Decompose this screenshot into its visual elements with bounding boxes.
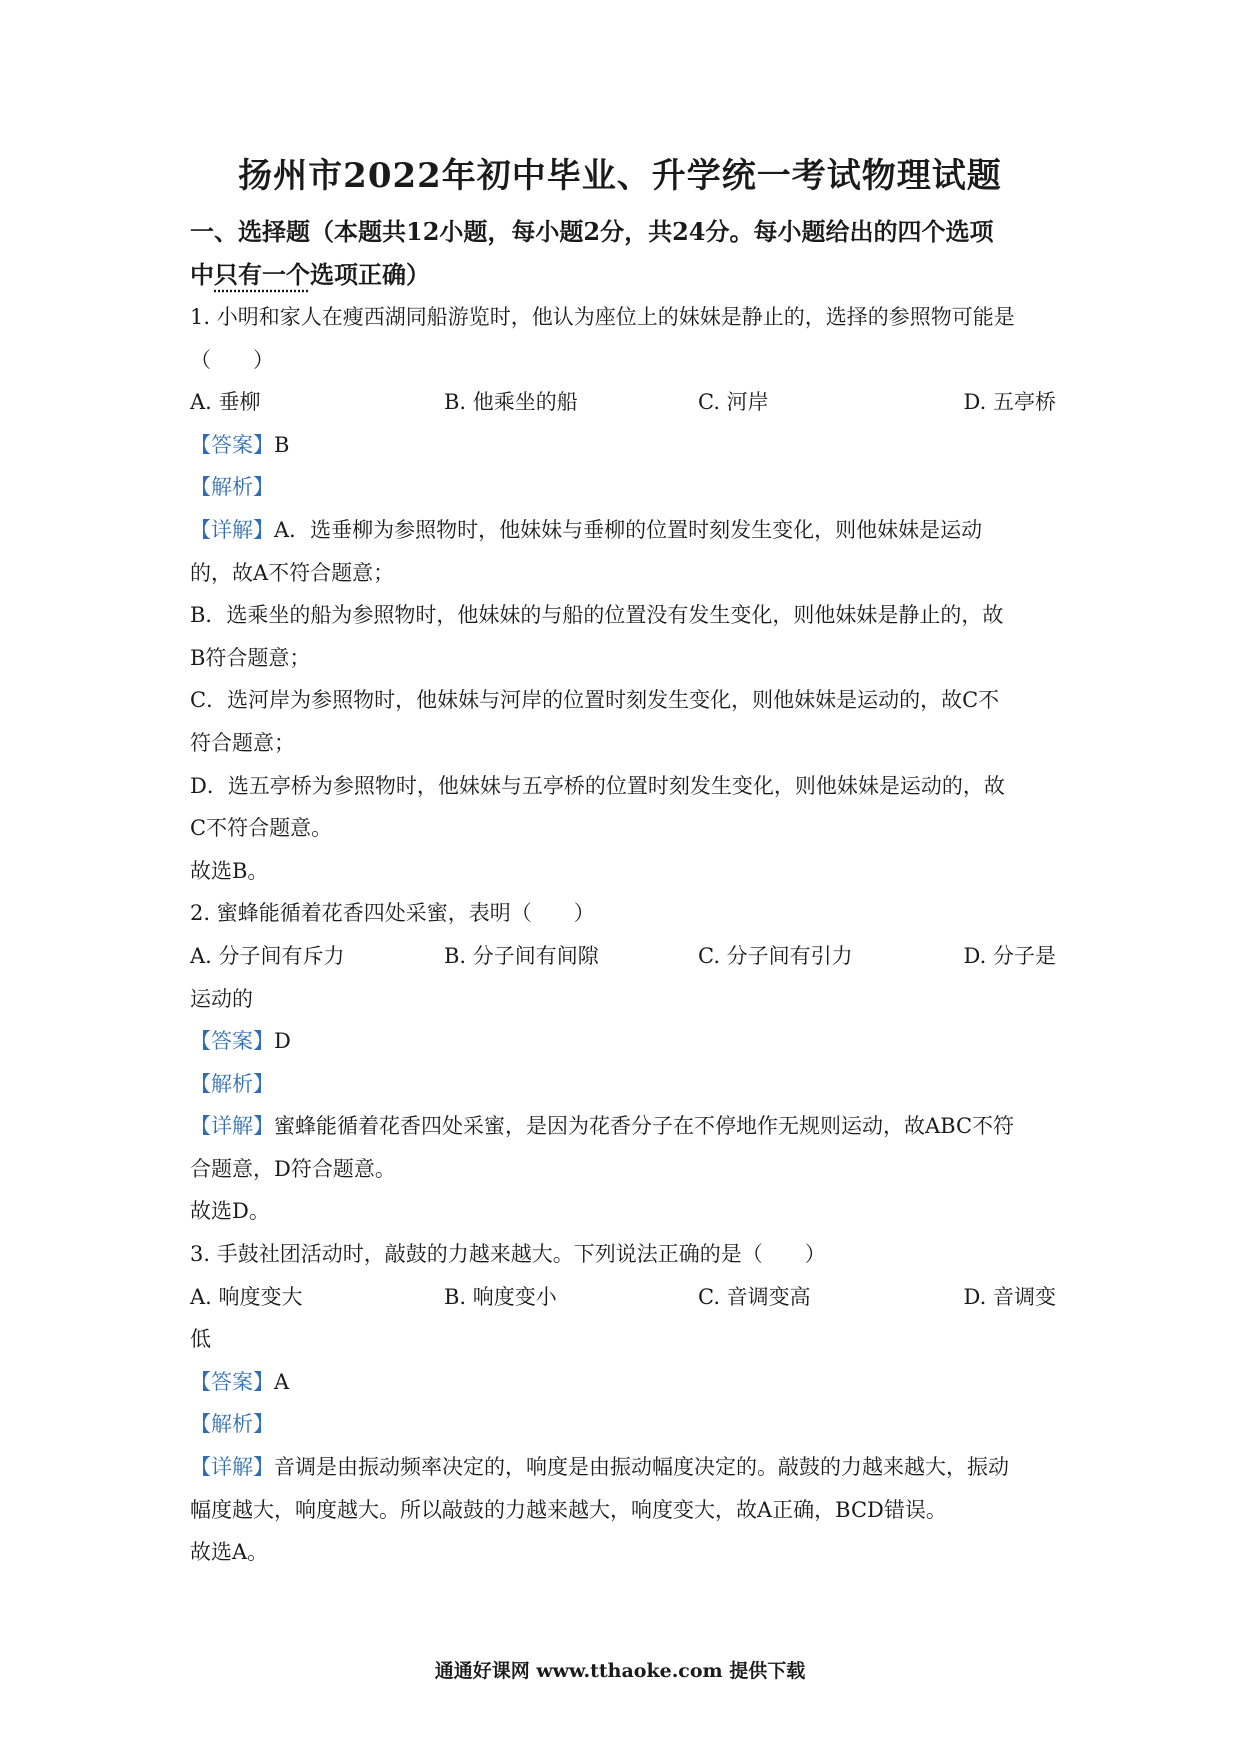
option-a: A. 垂柳	[190, 390, 261, 415]
detail-line: 幅度越大，响度越大。所以敲鼓的力越来越大，响度变大，故A正确，BCD错误。	[190, 1497, 947, 1522]
conclusion: 故选A。	[190, 1540, 269, 1565]
section-heading-text: 选项正确）	[310, 260, 430, 289]
detail-line: D．选五亭桥为参照物时，他妹妹与五亭桥的位置时刻发生变化，则他妹妹是运动的，故	[190, 773, 1005, 798]
detail-line: C．选河岸为参照物时，他妹妹与河岸的位置时刻发生变化，则他妹妹是运动的，故C不	[190, 688, 1000, 713]
option-a: A. 分子间有斥力	[190, 943, 345, 968]
section-heading-line1: 一、选择题（本题共12小题，每小题2分，共24分。每小题给出的四个选项	[190, 217, 994, 246]
option-c: C. 河岸	[698, 390, 769, 415]
document-title: 扬州市2022年初中毕业、升学统一考试物理试题	[238, 156, 1002, 196]
analysis-label: 【解析】	[190, 475, 274, 500]
option-b: B. 分子间有间隙	[444, 943, 599, 968]
analysis-label: 【解析】	[190, 1412, 274, 1437]
detail-line: 符合题意；	[190, 730, 295, 755]
question-stem: 1. 小明和家人在瘦西湖同船游览时，他认为座位上的妹妹是静止的，选择的参照物可能是	[190, 305, 1015, 329]
detail-label: 【详解】	[190, 517, 274, 542]
detail-line	[190, 1105, 1056, 1148]
option-c: C. 分子间有引力	[698, 943, 853, 968]
detail-line: C不符合题意。	[190, 816, 333, 841]
section-heading	[190, 210, 1056, 296]
question-stem: 3. 手鼓社团活动时，敲鼓的力越来越大。下列说法正确的是（ ）	[190, 1242, 826, 1267]
detail-text: 音调是由振动频率决定的，响度是由振动幅度决定的。敲鼓的力越来越大，振动	[274, 1455, 1009, 1480]
question-options	[190, 1276, 1056, 1319]
detail-line	[190, 1446, 1056, 1489]
answer-line	[190, 424, 1056, 467]
answer-value: D	[274, 1029, 291, 1054]
footer-source-link[interactable]: 通通好课网 www.tthaoke.com 提供下载	[434, 1660, 806, 1682]
option-c: C. 音调变高	[698, 1284, 811, 1309]
option-continuation: 低	[190, 1327, 211, 1352]
option-a: A. 响度变大	[190, 1284, 303, 1309]
question-options	[190, 381, 1056, 424]
question-2	[190, 892, 1056, 1233]
question-stem: 2. 蜜蜂能循着花香四处采蜜，表明（ ）	[190, 901, 595, 926]
answer-line	[190, 1361, 1056, 1404]
section-heading-line2	[190, 253, 1056, 296]
detail-line	[190, 509, 1056, 552]
option-d: D. 音调变	[963, 1284, 1056, 1309]
detail-line: 合题意，D符合题意。	[190, 1156, 396, 1181]
option-d: D. 五亭桥	[963, 390, 1056, 415]
answer-label: 【答案】	[190, 1029, 274, 1054]
answer-label: 【答案】	[190, 1369, 274, 1394]
analysis-label: 【解析】	[190, 1071, 274, 1096]
answer-value: B	[274, 432, 290, 457]
detail-line: B符合题意；	[190, 645, 311, 670]
detail-line: B．选乘坐的船为参照物时，他妹妹的与船的位置没有发生变化，则他妹妹是静止的，故	[190, 603, 1004, 628]
section-heading-emphasis: 只有一个	[214, 260, 310, 289]
detail-line: 的，故A不符合题意；	[190, 560, 395, 585]
detail-text: 蜜蜂能循着花香四处采蜜，是因为花香分子在不停地作无规则运动，故ABC不符	[274, 1114, 1015, 1139]
detail-label: 【详解】	[190, 1114, 274, 1139]
question-options	[190, 935, 1056, 978]
option-b: B. 他乘坐的船	[444, 390, 578, 415]
detail-text: A．选垂柳为参照物时，他妹妹与垂柳的位置时刻发生变化，则他妹妹是运动	[274, 517, 983, 542]
answer-label: 【答案】	[190, 432, 274, 457]
question-blank: （ ）	[190, 347, 274, 372]
option-b: B. 响度变小	[444, 1284, 557, 1309]
section-heading-text: 中	[190, 260, 214, 289]
option-continuation: 运动的	[190, 986, 253, 1011]
detail-label: 【详解】	[190, 1455, 274, 1480]
question-1	[190, 296, 1056, 892]
answer-value: A	[274, 1369, 290, 1394]
conclusion: 故选B。	[190, 858, 269, 883]
document-body	[190, 210, 1056, 1574]
option-d: D. 分子是	[963, 943, 1056, 968]
question-3	[190, 1233, 1056, 1574]
conclusion: 故选D。	[190, 1199, 270, 1224]
answer-line	[190, 1020, 1056, 1063]
